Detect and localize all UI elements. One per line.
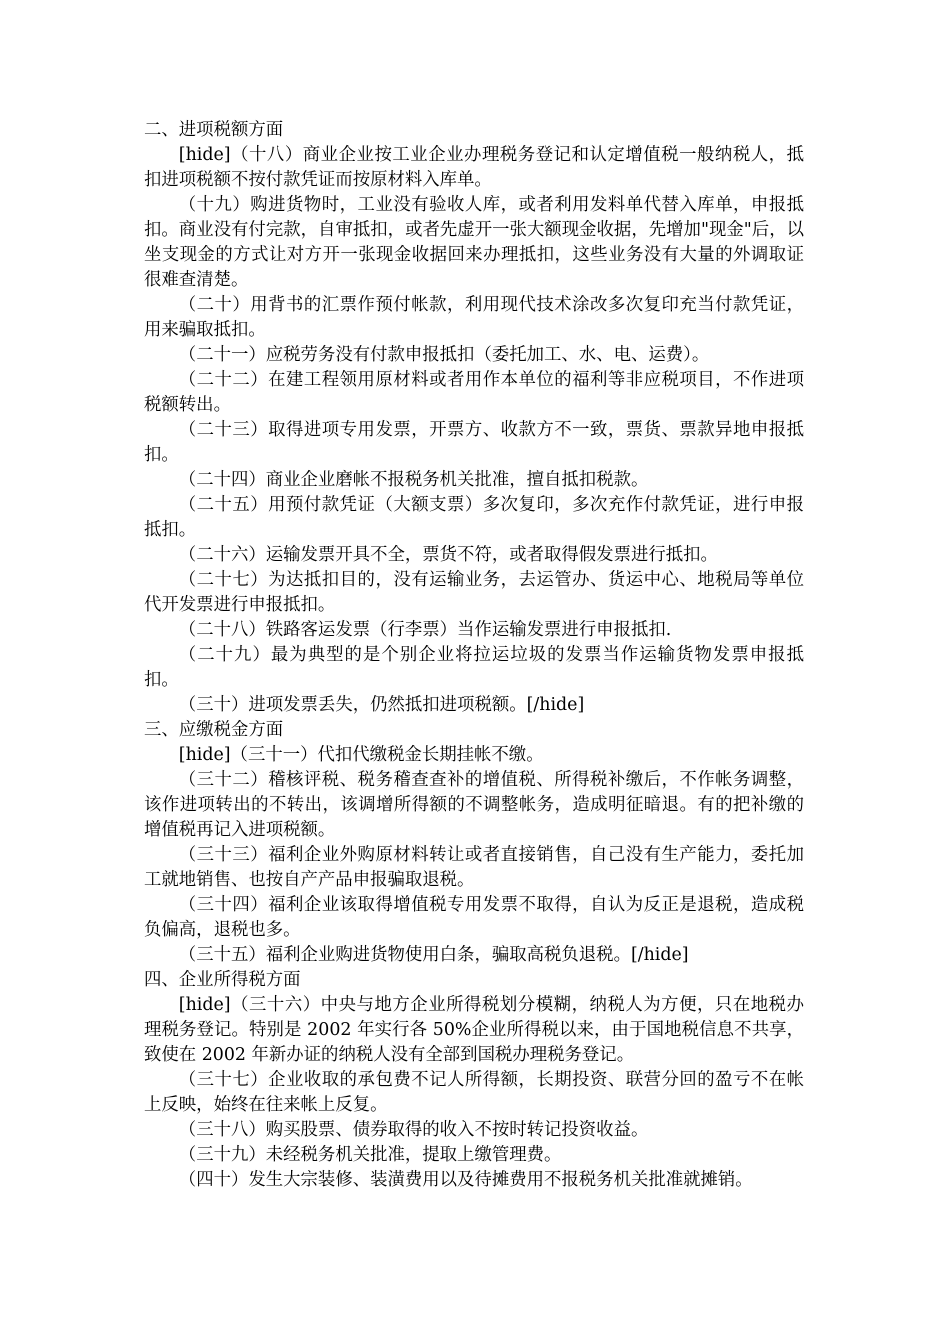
paragraph: （二十）用背书的汇票作预付帐款，利用现代技术涂改多次复印充当付款凭证，用来骗取抵扣。 — [144, 295, 804, 340]
section-heading: 二、进项税额方面 — [144, 120, 284, 140]
paragraph: [hide]（三十一）代扣代缴税金长期挂帐不缴。 — [178, 745, 544, 765]
paragraph: （三十二）稽核评税、税务稽查查补的增值税、所得税补缴后，不作帐务调整，该作进项转出的不转出，该调增所得额的不调整帐务，造成明征暗退。有的把补缴的增值税再记入进项税额。 — [144, 770, 804, 840]
section-heading: 四、企业所得税方面 — [144, 970, 301, 990]
paragraph: （二十五）用预付款凭证（大额支票）多次复印，多次充作付款凭证，进行申报抵扣。 — [144, 495, 804, 540]
paragraph: （三十四）福利企业该取得增值税专用发票不取得，自认为反正是退税，造成税负偏高，退税也多。 — [144, 895, 804, 940]
paragraph: （二十二）在建工程领用原材料或者用作本单位的福利等非应税项目，不作进项税额转出。 — [144, 370, 804, 415]
paragraph: （二十九）最为典型的是个别企业将拉运垃圾的发票当作运输货物发票申报抵扣。 — [144, 645, 804, 690]
paragraph: （三十五）福利企业购进货物使用白条，骗取高税负退税。[/hide] — [178, 945, 689, 965]
paragraph: （二十三）取得进项专用发票，开票方、收款方不一致，票货、票款异地申报抵扣。 — [144, 420, 804, 465]
paragraph: （二十一）应税劳务没有付款申报抵扣（委托加工、水、电、运费）。 — [178, 345, 710, 365]
paragraph: （十九）购进货物时，工业没有验收人库，或者利用发料单代替入库单，申报抵扣。商业没有付完款，自审抵扣，或者先虚开一张大额现金收据，先增加"现金"后，以坐支现金的方式让对方开一张现金收据回来办理抵扣，这些业务没有大量的外调取证很难查清楚。 — [144, 195, 804, 290]
paragraph: （三十七）企业收取的承包费不记人所得额，长期投资、联营分回的盈亏不在帐上反映，始终在往来帐上反复。 — [144, 1070, 804, 1115]
paragraph: [hide]（三十六）中央与地方企业所得税划分模糊，纳税人为方便，只在地税办理税务登记。特别是 2002 年实行各 50%企业所得税以来，由于国地税信息不共享，致使在 2002 年新办证的纳税人没有全部到国税办理税务登记。 — [144, 995, 804, 1065]
paragraph: （三十八）购买股票、债券取得的收入不按时转记投资收益。 — [178, 1120, 649, 1140]
paragraph: （三十）进项发票丢失，仍然抵扣进项税额。[/hide] — [178, 695, 585, 715]
paragraph: [hide]（十八）商业企业按工业企业办理税务登记和认定增值税一般纳税人，抵扣进项税额不按付款凭证而按原材料入库单。 — [144, 145, 804, 190]
paragraph: （二十六）运输发票开具不全，票货不符，或者取得假发票进行抵扣。 — [178, 545, 718, 565]
document-body — [144, 118, 804, 1193]
section-heading: 三、应缴税金方面 — [144, 720, 284, 740]
paragraph: （二十八）铁路客运发票（行李票）当作运输发票进行申报抵扣. — [178, 620, 672, 640]
paragraph: （四十）发生大宗装修、装潢费用以及待摊费用不报税务机关批准就摊销。 — [178, 1170, 753, 1190]
paragraph: （二十四）商业企业磨帐不报税务机关批准，擅自抵扣税款。 — [178, 470, 649, 490]
paragraph: （三十三）福利企业外购原材料转让或者直接销售，自己没有生产能力，委托加工就地销售、也按自产产品申报骗取退税。 — [144, 845, 804, 890]
paragraph: （三十九）未经税务机关批准，提取上缴管理费。 — [178, 1145, 562, 1165]
paragraph: （二十七）为达抵扣目的，没有运输业务，去运管办、货运中心、地税局等单位代开发票进行申报抵扣。 — [144, 570, 804, 615]
